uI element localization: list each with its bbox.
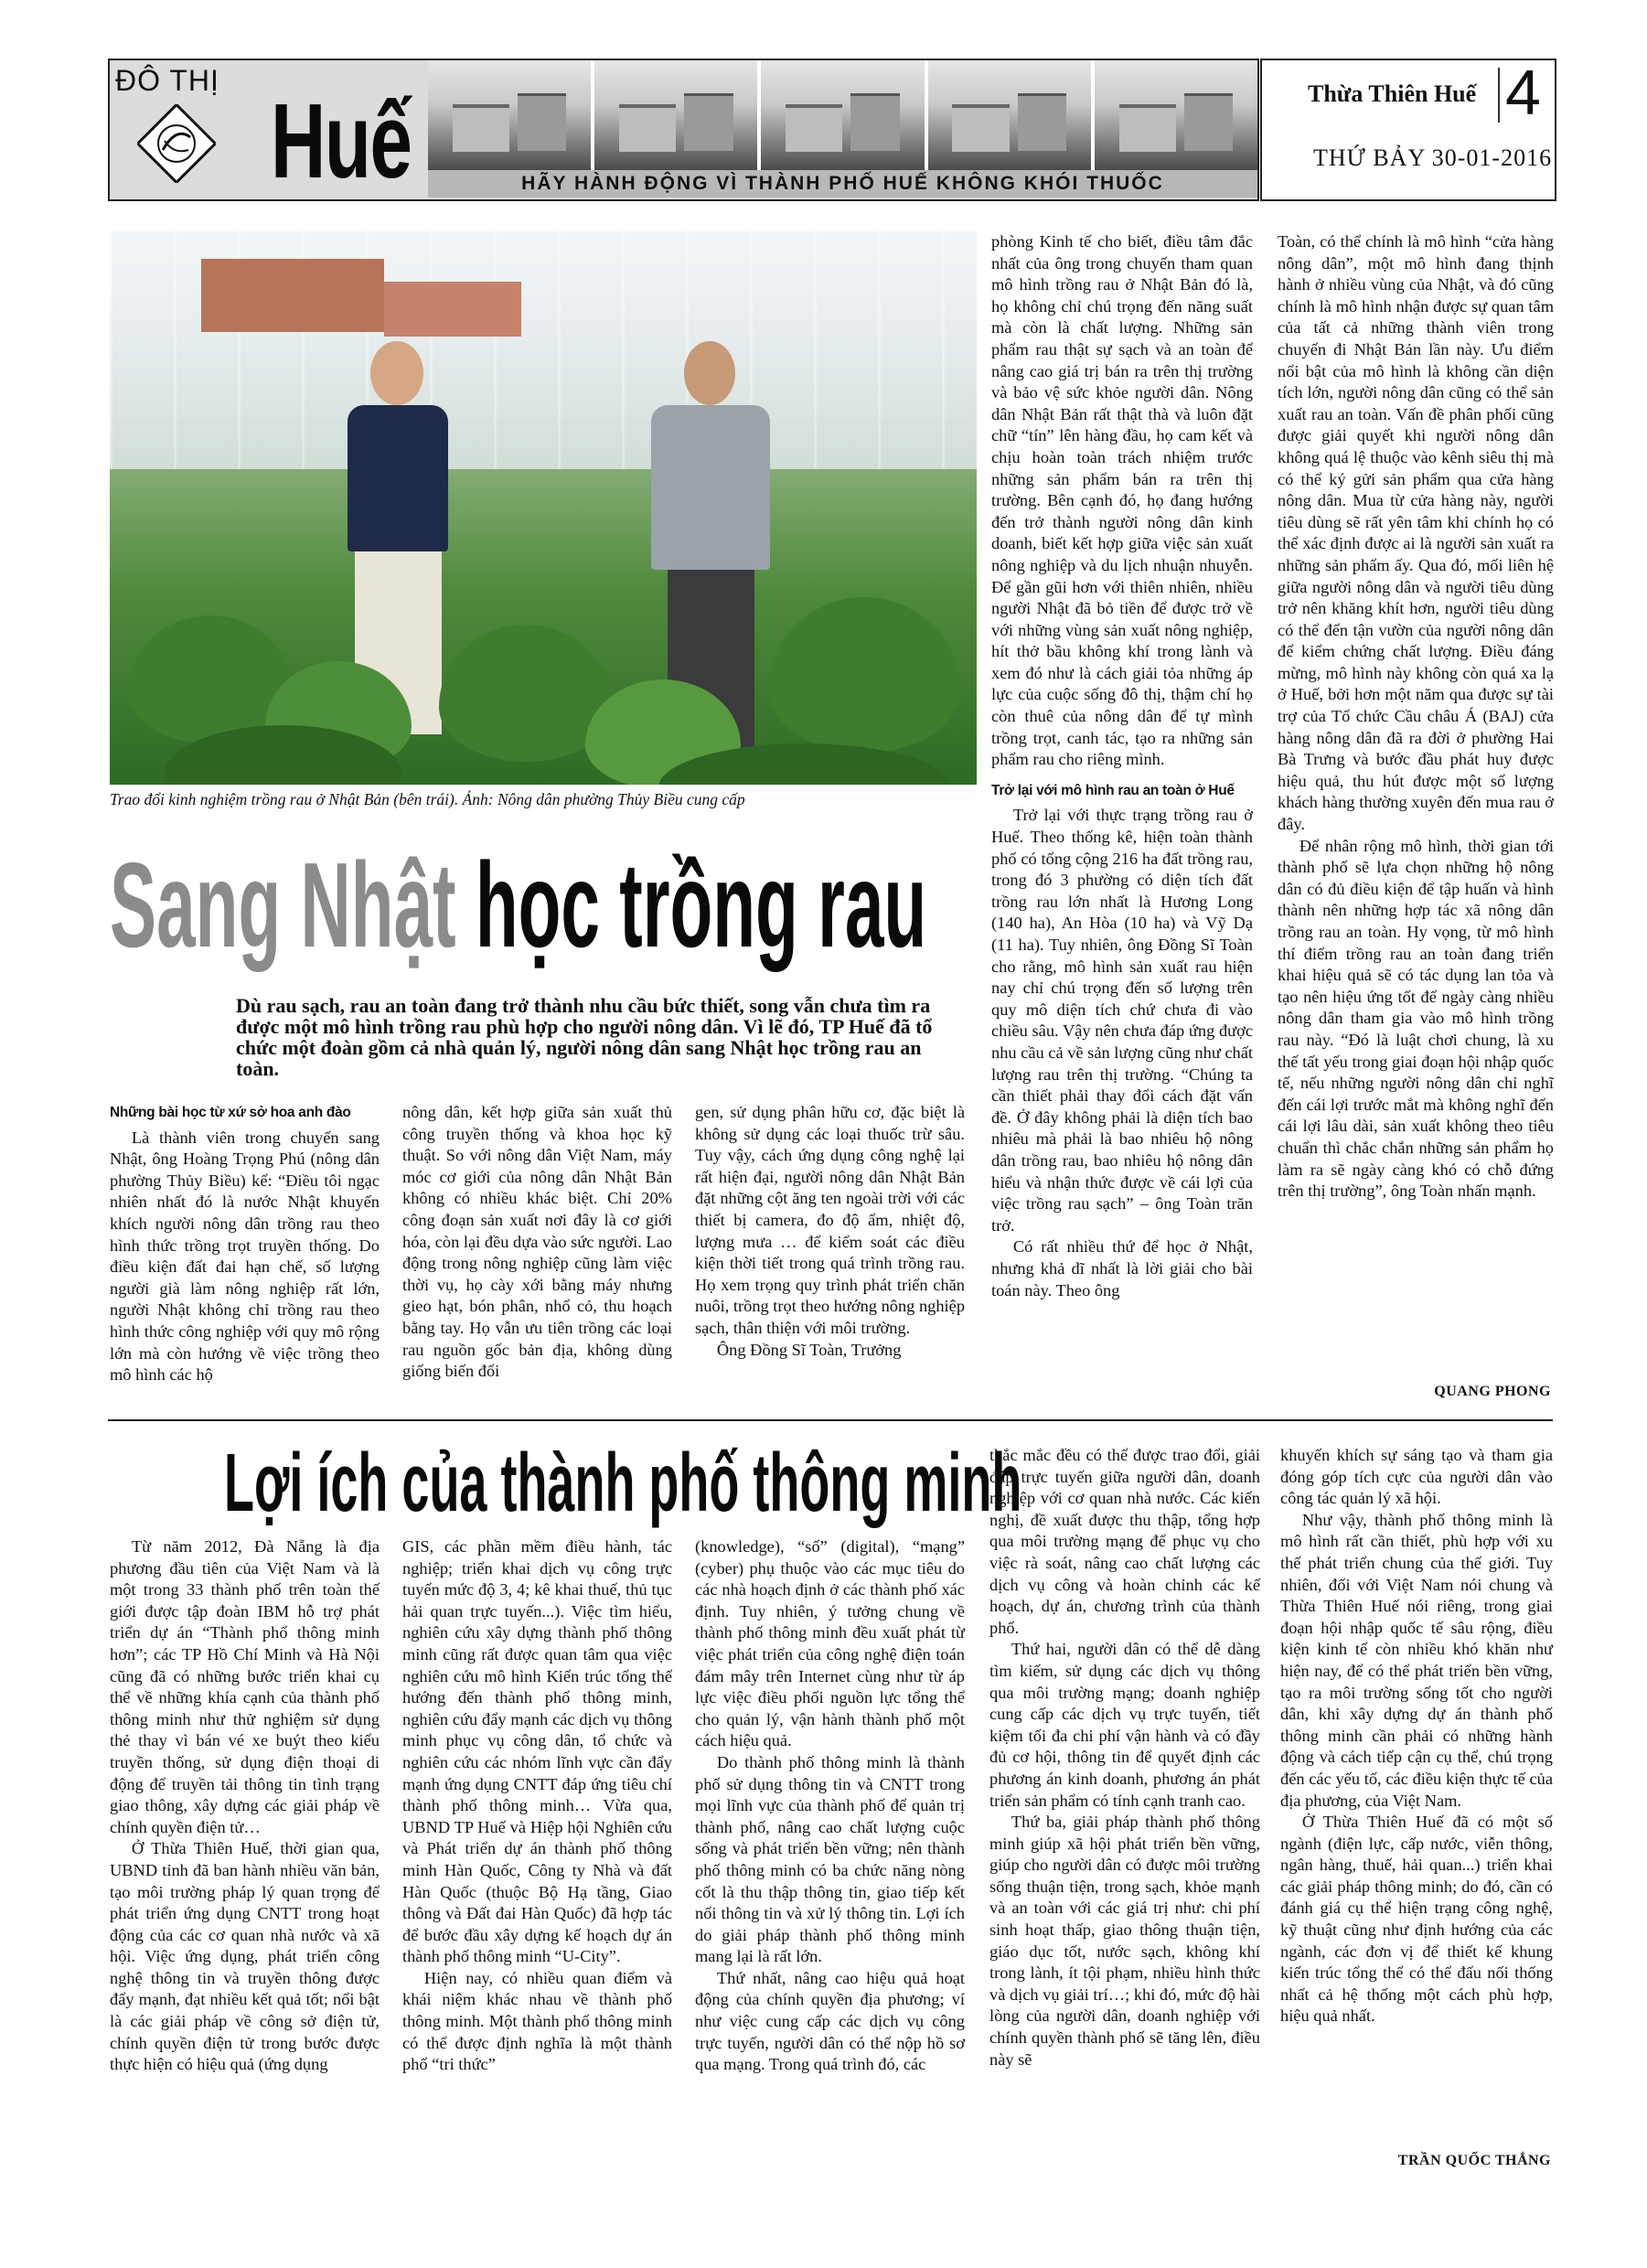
article-column [402,1102,672,1383]
article-column [402,1536,672,2076]
paragraph: Thứ hai, người dân có thể dễ dàng tìm kiếm, sử dụng các dịch vụ thông qua môi trường mạng; doanh nghiệp cung cấp các dịch vụ trực tuyến, tiết kiệm tối đa chi phí vận hành và có đầy đủ cơ hội, thông tin để quyết định các phương án kinh doanh, phương án phát triển sản phẩm có tính cạnh tranh cao. [989,1640,1260,1810]
section-title: ĐÔ THỊ [115,64,219,97]
paragraph: Từ năm 2012, Đà Nẵng là địa phương đầu tiên của Việt Nam và là một trong 33 thành phố trên toàn thế giới được tập đoàn IBM hỗ trợ phát triển dự án “Thành phố thông minh hơn”; các TP Hồ Chí Minh và Hà Nội cũng đã có những bước triển khai cụ thể về những khía cạnh của thành phố thông minh như thử nghiệm sử dụng thẻ thay vì bán vé xe buýt theo kiểu truyền thống, sử dụng điện thoại di động để truyền tải thông tin tình trạng giao thông, xây dựng các giải pháp về chính quyền điện tử… [110,1537,380,1836]
article-headline [224,1438,1022,1529]
article-column [1278,231,1554,1203]
page-number: 4 [1505,57,1541,128]
headline-part: học trồng rau [475,838,927,972]
city-photo [928,60,1091,170]
building-shape [201,259,384,332]
paragraph: phòng Kinh tế cho biết, điều tâm đắc nhất của ông trong chuyến tham quan mô hình trồng rau ở Nhật Bản đó là, họ không chỉ chú trọng đến năng suất mà còn là chất lượng. Những sản phẩm rau thật sự sạch và an toàn để nâng cao giá trị bán ra trên thị trường và bảo vệ sức khỏe người dân. Nông dân Nhật Bản rất thật thà và luôn đặt chữ “tín” lên hàng đầu, họ cam kết và chịu hoàn toàn trách nhiệm trước những sản phẩm bán ra trên thị trường. Bên cạnh đó, họ đang hướng đến trở thành người nông dân kinh doanh, biết kết hợp giữa việc sản xuất nông nghiệp và du lịch nhuận nhuyễn. Để gần gũi hơn với thiên nhiên, nhiều người Nhật đã bỏ tiền để được trở về với những vùng sản xuất nông nghiệp, hít thở bầu không khí trong lành và xem đó như là cách giải tỏa những áp lực của cuộc sống đô thị, thậm chí họ còn thuê của nông dân để tự mình trồng trọt, canh tác, tạo ra những sản phẩm rau cho riêng mình. [991,232,1253,769]
paragraph: gen, sử dụng phân hữu cơ, đặc biệt là không sử dụng các loại thuốc trừ sâu. Tuy vậy, cách ứng dụng công nghệ lại rất hiện đại, người nông dân Nhật Bản đặt những cột ăng ten ngoài trời với các thiết bị camera, đo độ ẩm, nhiệt độ, lượng mưa … để kiểm soát các điều kiện thời tiết trong quá trình trồng rau. Họ xem trọng quy trình phát triển chăn nuôi, trồng trọt theo hướng nông nghiệp sạch, thân thiện với môi trường. [695,1103,966,1337]
city-photo [594,60,757,170]
paragraph: (knowledge), “số” (digital), “mạng” (cyber) phụ thuộc vào các mục tiêu do các nhà hoạch định ở các thành phố xác định. Tuy nhiên, ý tưởng chung về thành phố thông minh đều xuất phát từ việc phát triển của công nghệ điện toán đám mây trên Internet cùng như từ áp lực việc điều phối nguồn lực tổng thể cho quản lý, vận hành thành phố một cách hiệu quả. [695,1537,965,1750]
paragraph: Hiện nay, có nhiều quan điểm và khái niệm khác nhau về thành phố thông minh. Một thành phố thông minh có thể được định nghĩa là một thành phố “tri thức” [402,1968,672,2074]
article-column [1280,1445,1553,2027]
article-column [110,1536,380,2076]
article-photo [110,231,977,785]
paragraph: Là thành viên trong chuyến sang Nhật, ông Hoàng Trọng Phú (nông dân phường Thủy Biều) kể: “Điều tôi ngạc nhiên nhất đó là nước Nhật khuyến khích người nông dân trồng rau theo hình thức trồng trọt truyền thống. Do điều kiện đất đai hạn chế, số lượng người già làm nông nghiệp rất lớn, người Nhật không chỉ trồng rau theo hình thức công nghiệp với quy mô rộng lớn mà còn hướng về việc trồng theo mô hình các hộ [110,1128,380,1385]
paragraph: Ở Thừa Thiên Huế đã có một số ngành (điện lực, cấp nước, viễn thông, ngân hàng, thuế, hải quan...) triển khai các giải pháp thông minh; do đó, cần có đánh giá cụ thể hiện trạng công nghệ, kỹ thuật cũng như định hướng của các ngành, các đơn vị để thiết kế khung kiến trúc tổng thể có thể đấu nối thống nhất cả hệ thống một cách phù hợp, hiệu quả nhất. [1280,1813,1553,2026]
brand-city-name: Huế [271,81,412,200]
paragraph: Như vậy, thành phố thông minh là mô hình rất cần thiết, phù hợp với xu thế phát triển chung của thế giới. Tuy nhiên, đối với Việt Nam nói chung và Thừa Thiên Huế nói riêng, trong giai đoạn hội nhập quốc tế sâu rộng, điều kiện kinh tế còn nhiều khó khăn như hiện nay, để có thể phát triển bền vững, tạo ra môi trường sống tốt cho người dân, khi xây dựng dự án thành phố thông minh cần phải có những hành động và cách tiếp cận cụ thể, chú trọng đến các yếu tố, các điều kiện thực tế của địa phương, của Việt Nam. [1280,1510,1553,1810]
headline-part: Sang Nhật [110,838,456,972]
city-photo [761,60,924,170]
paragraph: Toàn, có thể chính là mô hình “cửa hàng nông dân”, một mô hình đang thịnh hành ở nhiều vùng của Nhật, và đó cũng chính là mô hình nhận được sự quan tâm của tất cả những thành viên trong chuyến đi Nhật Bản lần này. Ưu điểm nổi bật của mô hình là không cần diện tích lớn, người nông dân cũng có thể sản xuất rau an toàn. Vấn đề phân phối cũng được giải quyết khi người nông dân không quá lệ thuộc vào kênh siêu thị mà có thể ký gửi sản phẩm qua cửa hàng nông dân. Mua từ cửa hàng này, người tiêu dùng sẽ rất yên tâm khi chính họ có thể xác định được ai là người sản xuất ra những sản phẩm ấy. Qua đó, mối liên hệ giữa người nông dân và người tiêu dùng trở nên khăng khít hơn, người tiêu dùng có thể đến tận vườn của người nông dân để kiểm chứng chất lượng. Điều đáng mừng, mô hình này không còn quá xa lạ ở Huế, bởi hơn một năm qua được sự tài trợ của Tổ chức Cầu châu Á (BAJ) cửa hàng nông dân đã ra đời ở phường Hai Bà Trưng và bước đầu phát huy được hiệu quả, thu hút được một số lượng khách hàng thường xuyên đến mua rau ở đây. [1278,232,1554,834]
article-lead: Dù rau sạch, rau an toàn đang trở thành nhu cầu bức thiết, song vẫn chưa tìm ra được một mô hình trồng rau phù hợp cho người nông dân. Vì lẽ đó, TP Huế đã tổ chức một đoàn gồm cả nhà quản lý, người nông dân sang Nhật học trồng rau an toàn. [236,994,933,1080]
article-column [695,1102,965,1361]
article-subhead: Trở lại với mô hình rau an toàn ở Huế [991,782,1235,798]
article-column [110,1102,380,1386]
paragraph: nông dân, kết hợp giữa sản xuất thủ công truyền thống và khoa học kỹ thuật. So với nông dân Việt Nam, máy móc cơ giới của nông dân Nhật Bản không có nhiều khác biệt. Chỉ 20% công đoạn sản xuất nơi đây là cơ giới hóa, còn lại đều dựa vào sức người. Lao động trong nông nghiệp cũng làm việc thời vụ, họ cày xới bằng máy nhưng gieo hạt, bón phân, nhổ cỏ, thu hoạch bằng tay. Họ vẫn ưu tiên trồng các loại rau nguồn gốc bản địa, không dùng giống biến đổi [402,1103,672,1381]
masthead [108,59,1259,201]
photo-caption: Trao đổi kinh nghiệm trồng rau ở Nhật Bản (bên trái). Ảnh: Nông dân phường Thủy Biều cung cấp [110,790,745,808]
article-divider [108,1419,1553,1421]
newspaper-logo-icon [137,104,216,183]
masthead-slogan: HÃY HÀNH ĐỘNG VÌ THÀNH PHỐ HUẾ KHÔNG KHÓI THUỐC [428,170,1257,198]
paragraph: khuyến khích sự sáng tạo và tham gia đóng góp tích cực của người dân vào công tác quản lý xã hội. [1280,1446,1553,1508]
author-byline: QUANG PHONG [1434,1384,1551,1399]
edition-divider [1498,68,1500,123]
paragraph: Thứ nhất, nâng cao hiệu quả hoạt động của chính quyền địa phương; ví như việc cung cấp các dịch vụ công trực tuyến, người dân có thể nộp hồ sơ qua mạng. Trong quá trình đó, các [695,1968,965,2074]
author-byline: TRẦN QUỐC THẮNG [1397,2153,1551,2168]
paragraph: Ông Đồng Sĩ Toàn, Trưởng [716,1340,902,1359]
edition-box [1260,59,1556,201]
headline-text: Lợi ích của thành phố thông minh [224,1438,1022,1529]
paragraph: GIS, các phần mềm điều hành, tác nghiệp; triển khai dịch vụ công trực tuyến mức độ 3, 4; kê khai thuế, thủ tục hải quan trực tuyến...). Việc tìm hiểu, nghiên cứu xây dựng thành phố thông minh cũng rất được quan tâm qua việc nghiên cứu mô hình Kiến trúc tổng thể hướng đến thành phố thông minh, nghiên cứu đẩy mạnh các dịch vụ thông minh phục vụ công dân, tổ chức và nghiên cứu các nhóm lĩnh vực cần đẩy mạnh ứng dụng CNTT đáp ứng tiêu chí thành phố thông minh… Vừa qua, UBND TP Huế và Hiệp hội Nghiên cứu và Phát triển dự án thành phố thông minh Hàn Quốc, Công ty Nhà và đất Hàn Quốc (thuộc Bộ Hạ tầng, Giao thông và Đất đai Hàn Quốc) đã hợp tác để bước đầu xây dựng kế hoạch dự án thành phố thông minh “U-City”. [402,1537,672,1966]
building-shape [384,282,521,337]
masthead-photo-strip [428,60,1257,170]
paragraph: Trở lại với thực trạng trồng rau ở Huế. Theo thống kê, hiện toàn thành phố có tổng cộng 216 ha đất trồng rau, trong đó 3 phường có diện tích đất trồng rau lớn nhất là Hương Long (140 ha), An Hòa (10 ha) và Vỹ Dạ (11 ha). Tuy nhiên, ông Đồng Sĩ Toàn cho rằng, mô hình sản xuất rau hiện nay chỉ chú trọng đến số lượng trên quy mô diện tích chứ chưa đi vào chiều sâu. Vậy nên chưa đáp ứng được nhu cầu cả về sản lượng cũng như chất lượng rau trên thị trường. “Chúng ta cần thiết phải thay đổi cách đặt vấn đề. Ở đây không phải là diện tích bao nhiêu mà phải là bao nhiêu hộ nông dân trồng rau, bao nhiêu hộ nông dân hiểu và nhận thức được về cái lợi của việc trồng rau sạch” – ông Toàn trăn trở. [991,806,1254,1235]
paragraph: Do thành phố thông minh là thành phố sử dụng thông tin và CNTT trong mọi lĩnh vực của thành phố để quản trị thành phố, nâng cao chất lượng cuộc sống và phát triển bền vững; nên thành phố thông minh có ba chức năng nòng cốt là thu thập thông tin, giao tiếp kết nối thông tin và xử lý thông tin. Lợi ích do giải pháp thành phố thông minh mang lại là rất lớn. [695,1752,965,1966]
paragraph: Có rất nhiều thứ để học ở Nhật, nhưng khả dĩ nhất là lời giải cho bài toán này. Theo ông [991,1237,1253,1300]
edition-name: Thừa Thiên Huế [1308,80,1477,107]
article-column [991,231,1253,1301]
paragraph: Để nhân rộng mô hình, thời gian tới thành phố sẽ lựa chọn những hộ nông dân có đủ điều kiện để tập huấn và hình thành nên những hợp tác xã nông dân trồng rau an toàn. Hy vọng, từ mô hình thí điểm trồng rau an toàn đang triển khai hiệu quả sẽ có tác dụng lan tỏa và tạo nên hiệu ứng tốt để ngày càng nhiều nông dân tham gia vào mô hình trồng rau này. “Đó là luật chơi chung, là xu thế tất yếu trong giai đoạn hội nhập quốc tế, nếu những người nông dân chỉ nghĩ đến cái lợi trước mắt mà không nghĩ đến cái lợi lâu dài, sản xuất không theo tiêu chuẩn thì chắc chắn những sản phẩm họ làm ra sẽ ngày càng khó có chỗ đứng trên thị trường”, ông Toàn nhấn mạnh. [1278,836,1554,1201]
paragraph: Ở Thừa Thiên Huế, thời gian qua, UBND tỉnh đã ban hành nhiều văn bản, tạo môi trường pháp lý quan trọng để phát triển ứng dụng CNTT trong hoạt động của các cơ quan nhà nước và xã hội. Việc ứng dụng, phát triển công nghệ thông tin và truyền thông được đẩy mạnh, đạt nhiều kết quả tốt; nổi bật là các giải pháp về công sở điện tử, chính quyền điện tử trong bước được thực hiện có hiệu quả (ứng dụng [110,1839,380,2074]
city-photo [1095,60,1257,170]
paragraph: Thứ ba, giải pháp thành phố thông minh giúp xã hội phát triển bền vững, giúp cho người dân có được môi trường sống thuận tiện, trong sạch, khỏe mạnh và an toàn với các giá trị như: chi phí sinh hoạt thấp, giao thông thuận tiện, giáo dục tốt, nước sạch, không khí trong lành, ít tội phạm, nhiều hình thức và dịch vụ giải trí…; khi đó, mức độ hài lòng của người dân, doanh nghiệp với chính quyền thành phố sẽ tăng lên, điều này sẽ [989,1813,1260,2069]
article-column [989,1445,1260,2070]
article-subhead: Những bài học từ xứ sở hoa anh đào [110,1105,351,1120]
city-photo [428,60,591,170]
article-column [695,1536,965,2076]
article-headline [110,828,977,983]
issue-date: THỨ BẢY 30-01-2016 [1313,144,1553,171]
paragraph: thắc mắc đều có thể được trao đổi, giải đáp trực tuyến giữa người dân, doanh nghiệp với cơ quan nhà nước. Các kiến nghị, đề xuất được thu thập, tổng hợp qua môi trường mạng để phục vụ cho việc rà soát, nâng cao chất lượng các dịch vụ công và hoàn chỉnh các kế hoạch, dự án, chương trình của thành phố. [989,1446,1260,1637]
